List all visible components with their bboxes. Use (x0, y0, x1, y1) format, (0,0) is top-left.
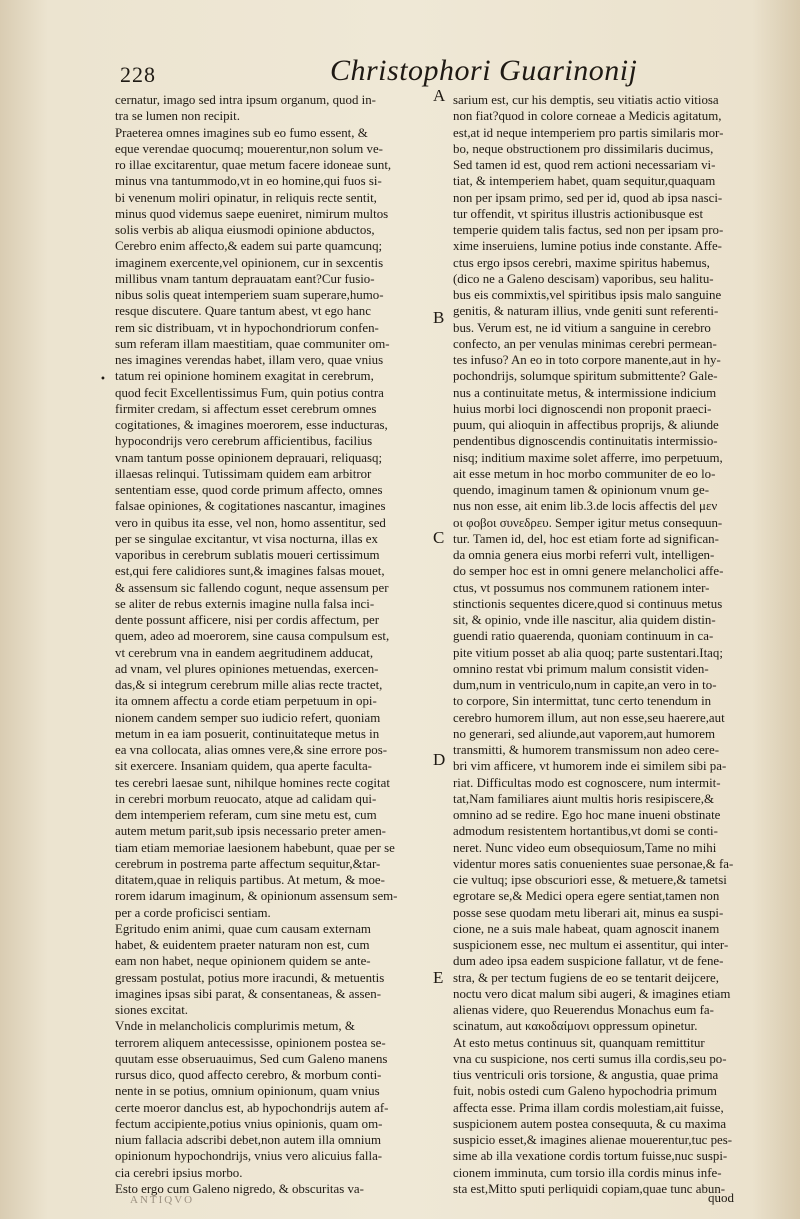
text-line: autem metum parit,sub ipsis necessario preter amen- (115, 824, 386, 839)
text-line: no generari, sed aliunde,aut vaporem,aut humorem (453, 726, 716, 741)
text-line: tra se lumen non recipit. (115, 109, 240, 124)
text-line: Egritudo enim animi, quae cum causam externam (115, 921, 371, 936)
text-line: Praeterea omnes imagines sub eo fumo essent, & (115, 125, 368, 140)
text-line: noctu vero dicat malum sibi augeri, & imagines etiam (453, 986, 731, 1001)
text-line: alienas videre, quo Reuerendus Monachus eum fa- (453, 1003, 714, 1017)
text-line: tiat, & intemperiem habet, quam sequitur,quaquam (453, 174, 716, 189)
text-line: est,at id neque intemperiem pro partis similaris mor- (453, 125, 724, 140)
text-line: per a corde proficisci sentiam. (115, 905, 271, 920)
text-line: illaesas relinqui. Tutissimam quidem eam arbitror (115, 466, 372, 481)
margin-letter-c: C (433, 528, 445, 547)
text-line: Sed tamen id est, quod rem actioni necessariam vi- (453, 158, 716, 172)
text-line: dem intemperiem referam, cum sine metu est, cum (115, 808, 377, 822)
text-line: eque verendae quocumq; mouerentur,non solum ve- (115, 141, 383, 156)
text-line: nisq; inditium maxime solet afferre, imo perpetuum, (453, 450, 723, 465)
text-line: quutam esse obseruauimus, Sed cum Galeno manens (115, 1051, 388, 1066)
text-line: pendentibus dignoscendis continuitatis intermissio- (453, 434, 718, 449)
text-line: confecto, an per venulas minimas cerebri permean- (453, 336, 717, 351)
margin-letter-a: A (433, 86, 446, 105)
text-line: vnam tantum posse opinionem deprauari, reliquasq; (115, 450, 383, 465)
text-line: bo, neque obstructionem pro dissimilaris ducimus, (453, 141, 714, 156)
text-line: da omnia genera eius morbi referri vult, intelligen- (453, 548, 715, 562)
text-line: quendo, imaginum tamen & opinionum vnum ge- (453, 483, 709, 497)
text-line: per se singulae excitantur, vt visa nocturna, illas ex (115, 531, 378, 546)
text-line: Vnde in melancholicis complurimis metum, & (115, 1019, 355, 1034)
text-line: sta est,Mitto sputi perliquidi copiam,quae tunc abun- (453, 1181, 726, 1196)
text-line: cia cerebri ipsius morbo. (115, 1165, 243, 1180)
text-line: cernatur, imago sed intra ipsum organum, quod in- (115, 93, 376, 107)
text-line: hypocondrijs vero cerebrum afficientibus, facilius (115, 434, 373, 449)
text-line: ditatem,quae in reliquis partibus. At metum, & moe- (115, 873, 385, 887)
text-line: riat. Difficultas modo est cognoscere, num intermit- (453, 775, 721, 790)
text-line: minus quod videmus saepe eueniret, nimirum multos (115, 206, 389, 221)
text-line: das,& si integrum cerebrum mille alias recte tractet, (115, 678, 383, 692)
footer-stamp-mark: ANTIQVO (130, 1194, 195, 1206)
text-line: scinatum, aut κακοδαίμονι oppressum opinetur. (453, 1019, 698, 1034)
text-line: nes imagines verendas habet, illam vero, quae vnius (115, 353, 384, 367)
text-line: posse sese quodam metu liberari ait, minus ea suspi- (453, 905, 724, 920)
margin-bullet: • (100, 374, 106, 385)
text-line: millibus vnam tantum deprauatam eant?Cur fusio- (115, 271, 375, 286)
text-line: se aliter de rebus externis imagine nulla falsa inci- (115, 596, 375, 611)
text-line: ea vna collocata, alias omnes vere,& sine errore pos- (115, 743, 388, 757)
text-line: ctus ergo ipsos cerebri, maxime spiritus habemus, (453, 255, 710, 270)
text-line: cie vultuq; ipse obscuriori esse, & metuere,& tametsi (453, 873, 727, 887)
text-line: ita omnem affectu a corde etiam perpetuum in opi- (115, 694, 377, 709)
text-line: bus eis commixtis,vel spiritibus ipsis malo sanguine (453, 288, 722, 302)
text-line: genitis, & naturam illius, vnde geniti sunt referenti- (453, 304, 719, 319)
text-line: metum in ea iam posuerit, continuitateque metus in (115, 726, 380, 741)
text-line: pite vitium posset ab alia quoq; parte sustentari.Itaq; (453, 645, 723, 660)
text-line: suspicionem esse, nec multum ei assentitur, qui inter- (453, 938, 729, 952)
running-title: Christophori Guarinonij (330, 54, 638, 87)
text-line: vna cu suspicione, nos certi sumus illa cordis,seu po- (453, 1051, 727, 1066)
text-line: puum, qui alioquin in affectibus proprijs, & aliunde (453, 418, 719, 432)
text-line: cogitationes, & imagines moerorem, esse inducturas, (115, 418, 388, 432)
text-line: guendi ratio quaerenda, quoniam continuum in ca- (453, 629, 714, 644)
text-line: bus. Verum est, ne id vitium a sanguine in cerebro (453, 320, 711, 335)
text-line: dum adeo ipsa eadem suspicione fallatur, vt de fene- (453, 954, 724, 969)
text-line: solis verbis ab aliqua eiusmodi opinione abductos, (115, 223, 375, 237)
text-line: falsae opiniones, & cogitationes nascantur, imagines (115, 499, 386, 514)
text-line: fuit, nobis ostedi cum Galeno hypochodria primum (453, 1084, 717, 1099)
text-line: stra, & per tectum fugiens de eo se tentarit deijcere, (453, 970, 719, 985)
margin-letter-d: D (433, 750, 446, 769)
text-line: affecta esse. Prima illam cordis molestiam,ait fuisse, (453, 1100, 724, 1115)
text-line: videntur mores satis conuenientes suae personae,& fa- (453, 856, 734, 871)
catchword: quod (708, 1190, 734, 1205)
margin-letter-b: B (433, 308, 445, 327)
left-text-column (115, 92, 435, 1197)
text-line: rem sic distribuam, vt in hypochondriorum confen- (115, 320, 379, 335)
text-line: fectum accipiente,potius vnius opinionis, quam om- (115, 1116, 383, 1131)
page-header (120, 54, 760, 90)
text-line: tur. Tamen id, del, hoc est etiam forte ad significan- (453, 531, 719, 546)
text-line: & assensum sic fallendo cogunt, neque assensum per (115, 580, 389, 595)
text-line: nium fallacia adscribi debet,non autem illa omnium (115, 1133, 381, 1147)
text-line: opinionum hypochondrijs, vnius vero alicuius falla- (115, 1149, 383, 1164)
text-line: ro illae excitarentur, quae metum facere idoneae sunt, (115, 158, 392, 172)
text-line: ait esse metum in hoc morbo communiter de eo lo- (453, 466, 716, 481)
text-line: rorem idarum imaginum, & opinionum assensum sem- (115, 889, 398, 904)
text-line: sit exercere. Insaniam quidem, qua aperte faculta- (115, 759, 372, 774)
text-line: tat,Nam familiares aiunt multis horis resipiscere,& (453, 791, 714, 806)
text-line: οι φοβοι συνεδρευ. Semper igitur metus consequun- (453, 515, 723, 530)
text-line: nus non esse, ait enim lib.3.de locis affectis del μεν (453, 499, 718, 514)
text-line: tiam etiam memoriae laesionem habebunt, quae per se (115, 840, 395, 855)
text-line: suspicionem autem postea consequuta, & cu maxima (453, 1116, 727, 1131)
text-line: admodum resistentem hortantibus,vt domi se conti- (453, 824, 718, 839)
text-line: minus vna tantummodo,vt in eo homine,qui fuos si- (115, 174, 382, 189)
text-line: nibus solis queat intemperiem suam superare,humo- (115, 288, 384, 302)
text-line: cerebro humorem illum, aut non esse,seu haerere,aut (453, 710, 725, 725)
text-line: pochondrijs, solumque spiritum submittente? Gale- (453, 369, 718, 384)
text-line: non fiat?quod in colore corneae a Medicis agitatum, (453, 109, 722, 124)
text-line: firmiter credam, si affectum esset cerebrum omnes (115, 401, 377, 416)
text-line: omnino ad se redire. Ego hoc mane inueni obstinate (453, 808, 721, 822)
text-line: eam non habet, neque opinionem quidem se ante- (115, 954, 371, 969)
text-line: terrorem aliquem antecessisse, opinionem postea se- (115, 1035, 386, 1050)
text-line: sarium est, cur his demptis, seu vitiatis actio vitiosa (453, 93, 719, 107)
text-line: neret. Nunc video eum obsequiosum,Tame no mihi (453, 840, 717, 855)
text-line: transmitti, & humorem transmissum non adeo cere- (453, 743, 719, 757)
text-line: certe moeror danclus est, ab hypochondrijs autem af- (115, 1100, 389, 1115)
right-text-column (453, 92, 773, 1197)
text-line: egrotare se,& Medici opera egere sentiat,tamen non (453, 889, 720, 904)
text-line: tatum rei opinione hominem exagitat in cerebrum, (115, 369, 374, 384)
text-line: vt cerebrum vna in eandem aegritudinem adducat, (115, 645, 374, 660)
page-number: 228 (120, 62, 156, 87)
text-line: sit, & opinio, vnde ille nascitur, alia quidem distin- (453, 613, 716, 627)
text-line: Cerebro enim affecto,& eadem sui parte quamcunq; (115, 239, 383, 254)
text-line: habet, & euidentem praeter naturam non est, cum (115, 938, 370, 952)
text-line: gressam postulat, potius more iracundi, & metuentis (115, 970, 385, 985)
text-line: dum,num in ventriculo,num in capite,an vero in to- (453, 678, 717, 692)
text-line: to corpore, Sin intermittat, tunc certo tenendum in (453, 694, 712, 709)
text-line: sum referam illam maestitiam, quae communiter om- (115, 336, 390, 351)
text-line: sime ab illa vexatione cordis tortum fuisse,nuc suspi- (453, 1149, 728, 1164)
text-line: suspicio esset,& imagines alienae mouerentur,tuc pes- (453, 1133, 733, 1147)
text-line: nionem candem semper suo iudicio refert, quoniam (115, 710, 381, 725)
text-line: vero in quibus ita esse, vel non, homo assentitur, sed (115, 515, 386, 530)
text-line: est,qui fere calidiores sunt,& imagines falsas mouet, (115, 564, 385, 579)
text-line: vaporibus in cerebrum sublatis moueri certissimum (115, 548, 380, 562)
text-line: cerebrum in postrema parte affectum sequitur,&tar- (115, 856, 381, 871)
text-line: nus a continuitate metus, & intermissione indicium (453, 385, 717, 400)
text-line: tes cerebri laesae sunt, nihilque homines recte cogitat (115, 775, 390, 790)
text-line: bri vim afficere, vt humorem inde ei similem sibi pa- (453, 759, 727, 774)
text-line: do semper hoc est in omni genere melancholici affe- (453, 564, 724, 579)
text-line: omnino restat vbi primum malum consistit viden- (453, 661, 709, 676)
text-line: dente possunt afficere, nisi per cordis affectum, per (115, 613, 380, 627)
text-line: quod fecit Excellentissimus Fum, quin potius contra (115, 385, 384, 400)
text-line: rursus dico, quod affecto cerebro, & morbum conti- (115, 1068, 382, 1082)
text-line: siones excitat. (115, 1003, 189, 1017)
text-line: nente in se potius, omnium opinionum, quam vnius (115, 1084, 380, 1099)
text-line: temperie quidem talis factus, sed non per ipsam pro- (453, 223, 724, 237)
text-line: stinctionis sequentes dicere,quod si continuus metus (453, 596, 723, 611)
text-line: quem, adeo ad moerorem, sine causa compulsum est, (115, 629, 390, 644)
text-line: ad vnam, vel plures opiniones metuendas, exercen- (115, 661, 379, 676)
text-line: ctus, vt possumus nos communem rationem inter- (453, 580, 710, 595)
text-line: xime inseruiens, lumine potius inde constante. Affe- (453, 239, 722, 254)
text-line: bi venenum moliri opinatur, in reliquis recte sentit, (115, 190, 377, 205)
text-line: Esto ergo cum Galeno nigredo, & obscuritas va- (115, 1181, 364, 1196)
text-line: huius morbi loci dignoscendi non proponit praeci- (453, 401, 712, 416)
text-line: cionem imminuta, cum torsio illa cordis minus infe- (453, 1165, 722, 1180)
text-line: in cerebri morbum reuocato, atque ad calidam qui- (115, 791, 377, 806)
text-line: imagines ipsas sibi parat, & consentaneas, & assen- (115, 986, 381, 1001)
text-line: tius ventriculi oris torsione, & angustia, quae prima (453, 1068, 719, 1082)
text-line: sententiam esse, quod corde primum affecto, omnes (115, 483, 383, 497)
text-line: cione, ne a suis male habeat, quam agnoscit inanem (453, 921, 720, 936)
text-line: non per ipsam primo, sed per id, quod ab ipsa nasci- (453, 190, 723, 205)
text-line: tur offendit, vt spiritus illustris actionibusque est (453, 206, 704, 221)
text-line: resque discutere. Quare tantum abest, vt ego hanc (115, 304, 371, 319)
margin-letter-e: E (433, 968, 444, 987)
text-line: imaginem exercente,vel opinionem, cur in sexcentis (115, 255, 384, 270)
text-line: tes infuso? An eo in toto corpore manente,aut in hy- (453, 353, 721, 367)
text-line: (dico ne a Galeno descisam) vaporibus, seu halitu- (453, 271, 714, 286)
text-line: At esto metus continuus sit, quanquam remittitur (453, 1035, 705, 1050)
